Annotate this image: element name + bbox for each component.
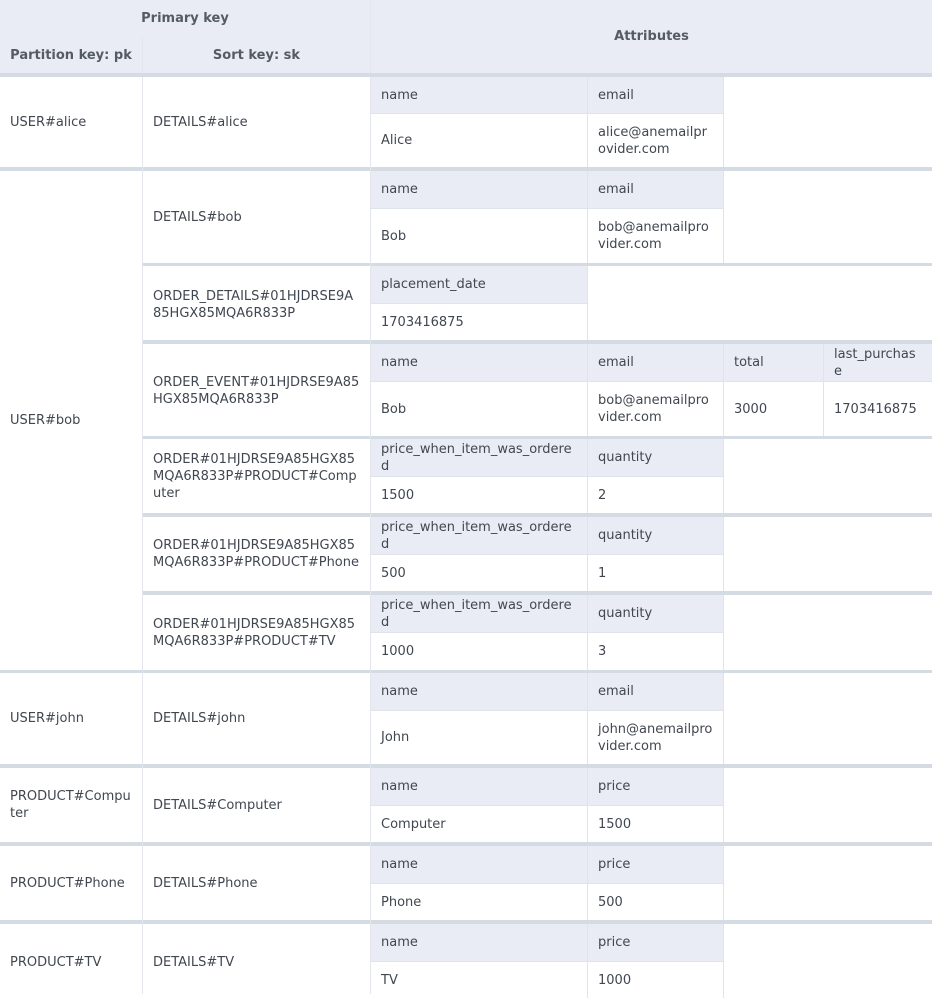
sort-key-cell[interactable]: DETAILS#alice (153, 114, 248, 130)
attribute-name: name (371, 344, 588, 382)
attribute-name: quantity (588, 517, 724, 555)
attribute-value[interactable]: 3 (588, 633, 724, 670)
attribute-name: name (371, 768, 588, 806)
attribute-value[interactable]: 500 (588, 884, 724, 920)
partition-key-cell[interactable]: USER#bob (10, 413, 81, 428)
attribute-value[interactable]: 1500 (371, 477, 588, 513)
attribute-name: quantity (588, 595, 724, 633)
attribute-value[interactable]: 500 (371, 555, 588, 591)
attribute-name: email (588, 344, 724, 382)
attribute-name: name (371, 673, 588, 711)
attribute-name: price_when_item_was_ordered (371, 439, 588, 477)
sort-key-cell[interactable]: ORDER#01HJDRSE9A85HGX85MQA6R833P#PRODUCT#TV (153, 616, 356, 649)
attribute-name: placement_date (371, 266, 588, 304)
attribute-value[interactable]: 1000 (371, 633, 588, 670)
attribute-name: quantity (588, 439, 724, 477)
attribute-name: name (371, 846, 588, 884)
attribute-value[interactable]: Bob (371, 209, 588, 263)
attribute-name: price_when_item_was_ordered (371, 595, 588, 633)
primary-key-header: Primary key (141, 11, 229, 26)
attribute-name: price_when_item_was_ordered (371, 517, 588, 555)
attribute-value[interactable]: 1703416875 (824, 382, 932, 436)
partition-key-header: Partition key: pk (10, 47, 132, 63)
attribute-name: name (371, 77, 588, 114)
sort-key-cell[interactable]: ORDER_EVENT#01HJDRSE9A85HGX85MQA6R833P (153, 375, 360, 407)
attribute-value[interactable]: bob@anemailprovider.com (588, 382, 724, 436)
attribute-name: name (371, 924, 588, 962)
sort-key-cell[interactable]: DETAILS#john (153, 711, 246, 726)
partition-key-cell[interactable]: PRODUCT#Phone (10, 875, 125, 891)
sort-key-cell[interactable]: ORDER#01HJDRSE9A85HGX85MQA6R833P#PRODUCT#Phone (153, 538, 360, 570)
attribute-value[interactable]: 2 (588, 477, 724, 513)
attribute-name: name (371, 171, 588, 209)
sort-key-header: Sort key: sk (212, 47, 301, 63)
sort-key-cell[interactable]: DETAILS#TV (153, 954, 235, 970)
sort-key-cell[interactable]: DETAILS#Computer (153, 797, 282, 813)
attribute-name: last_purchase (824, 344, 932, 382)
attributes-header: Attributes (614, 29, 689, 44)
attribute-value[interactable]: TV (371, 962, 588, 998)
attribute-name: price (588, 768, 724, 806)
attribute-name: price (588, 924, 724, 962)
attribute-value[interactable]: bob@anemailprovider.com (588, 209, 724, 263)
attribute-value[interactable]: john@anemailprovider.com (588, 711, 724, 764)
partition-key-cell[interactable]: PRODUCT#TV (10, 954, 102, 970)
attribute-value[interactable]: 1703416875 (371, 304, 588, 340)
attribute-value[interactable]: Bob (371, 382, 588, 436)
attribute-name: price (588, 846, 724, 884)
attribute-value[interactable]: John (371, 711, 588, 764)
attribute-name: total (724, 344, 824, 382)
attribute-value[interactable]: 1 (588, 555, 724, 591)
sort-key-cell[interactable]: ORDER#01HJDRSE9A85HGX85MQA6R833P#PRODUCT#Computer (153, 451, 357, 501)
attribute-value[interactable]: 3000 (724, 382, 824, 436)
attribute-value[interactable]: Alice (371, 114, 588, 167)
attribute-value[interactable]: alice@anemailprovider.com (588, 114, 724, 167)
attribute-name: email (588, 171, 724, 209)
sort-key-cell[interactable]: DETAILS#bob (153, 209, 242, 225)
partition-key-cell[interactable]: PRODUCT#Computer (10, 789, 131, 821)
attribute-value[interactable]: Computer (371, 806, 588, 842)
attribute-value[interactable]: Phone (371, 884, 588, 920)
partition-key-cell[interactable]: USER#alice (10, 114, 87, 130)
attribute-value[interactable]: 1000 (588, 962, 724, 998)
attribute-name: email (588, 673, 724, 711)
sort-key-cell[interactable]: ORDER_DETAILS#01HJDRSE9A85HGX85MQA6R833P (153, 289, 354, 321)
attribute-value[interactable]: 1500 (588, 806, 724, 842)
sort-key-cell[interactable]: DETAILS#Phone (153, 875, 258, 891)
partition-key-cell[interactable]: USER#john (10, 711, 84, 726)
attribute-name: email (588, 77, 724, 114)
